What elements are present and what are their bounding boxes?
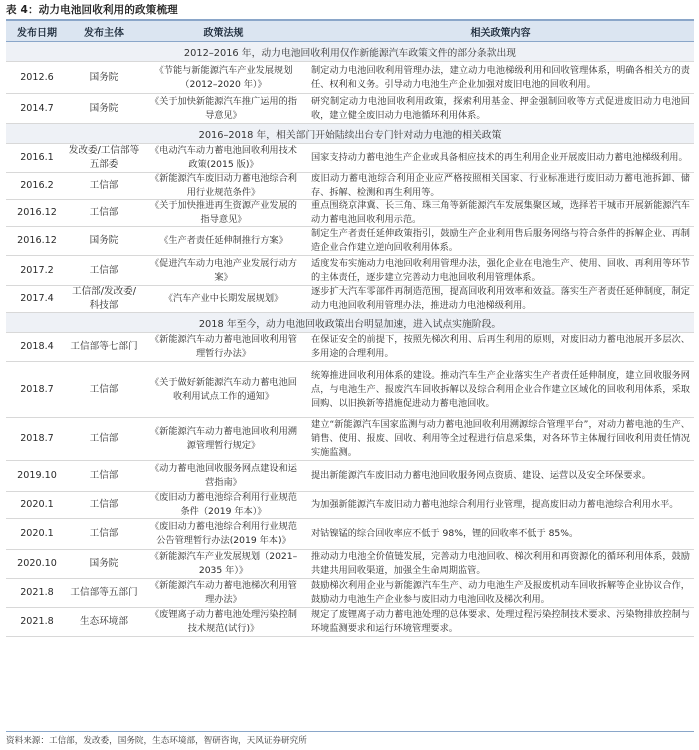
cell-content: 为加强新能源汽车废旧动力蓄电池综合利用行业管理，提高废旧动力蓄电池综合利用水平。 — [311, 499, 679, 510]
table-row — [6, 62, 694, 94]
cell-date: 2016.2 — [20, 180, 54, 191]
table-row — [6, 227, 694, 256]
cell-law: 《汽车产业中长期发展规划》 — [163, 293, 284, 304]
table-row — [6, 333, 694, 362]
cell-subject: 工信部 — [89, 180, 119, 191]
cell-subject: 生态环境部 — [80, 616, 128, 627]
cell-content: 规定了废锂离子动力蓄电池处理的总体要求、处理过程污染控制技术要求、污染物排放控制与环境监测要求和运行环境管理要求。 — [311, 609, 690, 634]
cell-subject: 工信部等五部门 — [70, 587, 138, 598]
cell-subject: 国务院 — [89, 558, 119, 569]
table-header — [6, 19, 694, 42]
table-row — [6, 418, 694, 461]
cell-law: 《废锂离子动力蓄电池处理污染控制技术规范(试行)》 — [150, 609, 297, 634]
cell-content: 在保证安全的前提下，按照先梯次利用、后再生利用的原则，对废旧动力蓄电池展开多层次、多用途的合理利用。 — [311, 334, 690, 359]
header-date: 发布日期 — [17, 27, 57, 39]
header-content: 相关政策内容 — [470, 27, 531, 39]
cell-date: 2012.6 — [20, 71, 54, 83]
cell-date: 2018.7 — [20, 433, 54, 444]
cell-content: 鼓励梯次利用企业与新能源汽车生产、动力电池生产及报废机动车回收拆解等企业协议合作，鼓励动力电池生产企业参与废旧动力电池回收及梯次利用。 — [311, 580, 690, 605]
cell-subject: 国务院 — [89, 235, 119, 246]
table-row — [6, 579, 694, 608]
cell-subject: 工信部 — [89, 433, 119, 444]
cell-content: 统筹推进回收利用体系的建设。推动汽车生产企业落实生产者责任延伸制度，建立回收服务网点，与电池生产、报废汽车回收拆解以及综合利用企业合作建立区域化的回收利用体系，采取回购、以旧换新等措施促进动力蓄电池回收。 — [311, 369, 690, 409]
section-heading: 2018 年至今，动力电池回收政策出台明显加速，进入试点实施阶段。 — [6, 313, 694, 333]
table-row — [6, 256, 694, 286]
table-row — [6, 200, 694, 227]
cell-date: 2018.4 — [20, 341, 54, 352]
policy-table — [6, 19, 694, 637]
cell-date: 2021.8 — [20, 616, 54, 627]
cell-content: 重点围绕京津冀、长三角、珠三角等新能源汽车发展集聚区域，选择若干城市开展新能源汽车动力蓄电池回收利用示范。 — [311, 200, 690, 225]
cell-law: 《节能与新能源汽车产业发展规划（2012–2020 年）》 — [154, 64, 293, 90]
table-row — [6, 286, 694, 313]
cell-law: 《关于做好新能源汽车动力蓄电池回收利用试点工作的通知》 — [150, 376, 297, 402]
table-row — [6, 608, 694, 637]
cell-date: 2020.1 — [20, 499, 54, 510]
cell-law: 《动力蓄电池回收服务网点建设和运营指南》 — [150, 463, 297, 488]
header-subject: 发布主体 — [84, 27, 124, 39]
table-body — [6, 42, 694, 637]
cell-subject: 工信部 — [89, 528, 119, 539]
section-heading: 2012–2016 年，动力电池回收利用仅作新能源汽车政策文件的部分条款出现 — [6, 42, 694, 62]
table-row — [6, 550, 694, 579]
cell-subject: 工信部 — [89, 499, 119, 510]
cell-law: 《生产者责任延伸制推行方案》 — [159, 235, 288, 246]
cell-law: 《废旧动力蓄电池综合利用行业规范公告管理暂行办法(2019 年本)》 — [150, 521, 297, 546]
cell-date: 2016.12 — [17, 235, 57, 246]
cell-subject: 工信部 — [89, 470, 119, 481]
cell-subject: 国务院 — [89, 102, 119, 114]
table-row — [6, 492, 694, 519]
cell-date: 2016.1 — [20, 152, 54, 163]
cell-date: 2020.10 — [17, 558, 57, 569]
table-title: 表 4：动力电池回收利用的政策梳理 — [6, 4, 178, 16]
cell-law: 《促进汽车动力电池产业发展行动方案》 — [150, 257, 297, 283]
cell-law: 《新能源汽车动力蓄电池梯次利用管理办法》 — [150, 580, 297, 605]
cell-subject: 工信部 — [89, 264, 119, 276]
cell-date: 2017.2 — [20, 264, 54, 276]
cell-subject: 工信部 — [89, 383, 119, 395]
cell-date: 2021.8 — [20, 587, 54, 598]
cell-content: 研究制定动力电池回收利用政策，探索利用基金、押金强制回收等方式促进废旧动力电池回收，建立健全废旧动力电池循环利用体系。 — [311, 95, 690, 121]
cell-content: 提出新能源汽车废旧动力蓄电池回收服务网点资质、建设、运营以及安全环保要求。 — [311, 470, 651, 481]
cell-law: 《新能源汽车动力蓄电池回收利用管理暂行办法》 — [150, 334, 297, 359]
cell-law: 《新能源汽车动力蓄电池回收利用溯源管理暂行规定》 — [150, 426, 297, 451]
cell-law: 《废旧动力蓄电池综合利用行业规范条件（2019 年本）》 — [150, 492, 297, 517]
cell-subject: 工信部 — [89, 207, 119, 218]
cell-content: 制定生产者责任延伸政策指引，鼓励生产企业利用售后服务网络与符合条件的拆解企业、再制造企业合作建立逆向回收利用体系。 — [311, 228, 690, 253]
cell-law: 《关于加快新能源汽车推广运用的指导意见》 — [150, 95, 297, 121]
cell-date: 2014.7 — [20, 102, 54, 114]
cell-date: 2016.12 — [17, 207, 57, 218]
section-heading: 2016–2018 年，相关部门开始陆续出台专门针对动力电池的相关政策 — [6, 124, 694, 144]
cell-law: 《新能源汽车产业发展规划（2021–2035 年）》 — [149, 551, 298, 576]
table-row — [6, 362, 694, 418]
cell-content: 制定动力电池回收利用管理办法，建立动力电池梯级利用和回收管理体系，明确各相关方的责任、权利和义务。引导动力电池生产企业加强对废旧电池的回收利用。 — [311, 64, 690, 90]
header-law: 政策法规 — [203, 27, 244, 39]
cell-date: 2018.7 — [20, 383, 54, 395]
cell-subject: 发改委/工信部等五部委 — [68, 145, 140, 170]
cell-date: 2020.1 — [20, 528, 54, 539]
cell-content: 建立“新能源汽车国家监测与动力蓄电池回收利用溯源综合管理平台”，对动力蓄电池的生产、销售、使用、报废、回收、利用等全过程进行信息采集，对各环节主体履行回收利用责任情况实施监测。 — [311, 419, 690, 458]
cell-content: 对钴镍锰的综合回收率应不低于 98%，锂的回收率不低于 85%。 — [311, 528, 579, 539]
table-row — [6, 173, 694, 200]
cell-date: 2019.10 — [17, 470, 57, 481]
cell-law: 《关于加快推进再生资源产业发展的指导意见》 — [150, 200, 297, 225]
cell-law: 《新能源汽车废旧动力蓄电池综合利用行业规范条件》 — [150, 173, 297, 198]
table-row — [6, 94, 694, 124]
cell-date: 2017.4 — [20, 293, 54, 304]
cell-subject: 国务院 — [89, 71, 119, 83]
cell-content: 逐步扩大汽车零部件再制造范围，提高回收利用效率和效益。落实生产者责任延伸制度，制定动力电池回收利用管理办法，推进动力电池梯级利用。 — [311, 286, 690, 311]
cell-content: 废旧动力蓄电池综合利用企业应严格按照相关国家、行业标准进行废旧动力蓄电池拆卸、储存、拆解、检测和再生利用等。 — [311, 173, 690, 198]
cell-subject: 工信部/发改委/科技部 — [71, 286, 137, 311]
table-row — [6, 461, 694, 492]
table-row — [6, 144, 694, 173]
cell-content: 适度发布实施动力电池回收利用管理办法，强化企业在电池生产、使用、回收、再利用等环节的主体责任，逐步建立完善动力电池回收利用管理体系。 — [311, 257, 690, 283]
cell-content: 推动动力电池全价值链发展，完善动力电池回收、梯次利用和再资源化的循环利用体系，鼓励共建共用回收渠道，加强全生命周期监管。 — [311, 551, 690, 576]
table-row — [6, 519, 694, 550]
cell-law: 《电动汽车动力蓄电池回收利用技术政策(2015 版)》 — [150, 145, 297, 170]
cell-content: 国家支持动力蓄电池生产企业或具备相应技术的再生利用企业开展废旧动力蓄电池梯级利用。 — [311, 152, 688, 163]
cell-subject: 工信部等七部门 — [70, 341, 138, 352]
source-note: 资料来源：工信部，发改委，国务院，生态环境部，智研咨询，天风证券研究所 — [6, 731, 694, 746]
